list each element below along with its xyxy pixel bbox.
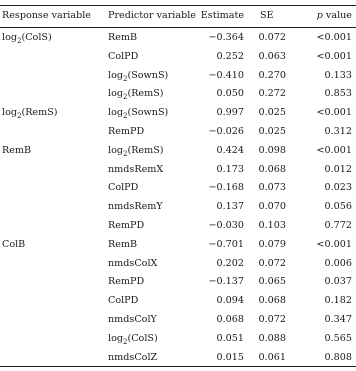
cell-p-value: 0.312 [324,126,352,137]
cell-predictor-variable: ColPD [108,182,139,194]
cell-predictor-variable: nmdsColZ [108,351,158,363]
cell-p-value: 0.772 [324,220,352,231]
cell-p-value: 0.133 [324,69,352,81]
header-se: SE [260,10,274,21]
table-row [0,28,356,48]
cell-p-value: 0.565 [324,332,352,344]
cell-predictor-variable: $\log_2(RemS)$ [108,88,164,102]
cell-estimate: −0.701 [208,238,244,250]
cell-se: 0.088 [258,332,286,344]
cell-p-value: 0.012 [324,163,352,175]
cell-se: 0.072 [258,257,286,269]
cell-se: 0.270 [258,69,286,81]
cell-p-value: 0.023 [324,182,352,194]
table-row [0,47,356,67]
cell-se: 0.073 [258,182,286,194]
cell-predictor-variable: nmdsRemX [108,163,164,175]
cell-p-value: 0.056 [324,201,352,213]
table-row [0,329,356,349]
table-row [0,178,356,198]
cell-p-value: 0.037 [324,276,352,288]
cell-p-value: <0.001 [316,50,352,62]
header-p-rest: value [322,10,352,21]
cell-estimate: 0.202 [216,257,244,269]
cell-predictor-variable: nmdsColX [108,257,158,269]
cell-se: 0.025 [258,126,286,137]
cell-response-variable: $\log_2(ColS)$ [2,32,52,45]
table-row [0,348,356,368]
table-bottom-rule [0,366,356,367]
cell-estimate: 0.997 [216,107,244,119]
cell-estimate: 0.424 [216,144,244,156]
cell-se: 0.103 [258,220,286,231]
table-row [0,254,356,274]
cell-p-value: <0.001 [316,32,352,43]
cell-estimate: −0.364 [208,32,244,43]
cell-response-variable: $\log_2(RemS)$ [2,107,58,121]
cell-se: 0.072 [258,32,286,43]
cell-se: 0.061 [258,351,286,363]
table-row [0,235,356,255]
cell-se: 0.068 [258,295,286,307]
cell-response-variable: RemB [2,144,32,156]
cell-predictor-variable: RemPD [108,276,145,288]
cell-se: 0.068 [258,163,286,175]
cell-estimate: −0.168 [208,182,244,194]
cell-p-value: <0.001 [316,238,352,250]
cell-estimate: 0.137 [216,201,244,213]
table-row [0,84,356,104]
cell-se: 0.098 [258,144,286,156]
cell-se: 0.070 [258,201,286,213]
header-p-italic: p [316,10,323,21]
cell-p-value: 0.853 [324,88,352,100]
table-row [0,272,356,292]
table-row [0,122,356,142]
cell-p-value: 0.006 [324,257,352,269]
cell-predictor-variable: nmdsRemY [108,201,163,213]
cell-predictor-variable: RemB [108,32,138,43]
cell-se: 0.025 [258,107,286,119]
cell-estimate: 0.068 [216,314,244,325]
cell-response-variable: ColB [2,238,26,250]
cell-estimate: 0.050 [216,88,244,100]
table-header-row [0,6,356,26]
cell-predictor-variable: $\log_2(SownS)$ [108,107,169,121]
cell-se: 0.272 [258,88,286,100]
cell-p-value: <0.001 [316,144,352,156]
header-estimate: Estimate [200,10,244,21]
cell-predictor-variable: nmdsColY [108,314,157,325]
table-row [0,66,356,86]
cell-se: 0.063 [258,50,286,62]
header-predictor-variable: Predictor variable [108,10,196,21]
cell-estimate: 0.173 [216,163,244,175]
cell-predictor-variable: RemPD [108,220,145,231]
cell-predictor-variable: RemB [108,238,138,250]
cell-estimate: 0.051 [216,332,244,344]
cell-se: 0.072 [258,314,286,325]
cell-p-value: 0.347 [324,314,352,325]
cell-estimate: −0.410 [208,69,244,81]
table-row [0,103,356,123]
header-response-variable: Response variable [2,10,91,21]
header-p-value [296,6,352,26]
cell-predictor-variable: ColPD [108,295,139,307]
cell-p-value: <0.001 [316,107,352,119]
table-row [0,310,356,330]
cell-se: 0.079 [258,238,286,250]
cell-estimate: −0.026 [208,126,244,137]
cell-predictor-variable: $\log_2(RemS)$ [108,144,164,158]
cell-p-value: 0.808 [324,351,352,363]
table-row [0,141,356,161]
table-row [0,291,356,311]
cell-predictor-variable: ColPD [108,50,139,62]
cell-predictor-variable: RemPD [108,126,145,137]
cell-se: 0.065 [258,276,286,288]
cell-estimate: 0.015 [216,351,244,363]
table-row [0,197,356,217]
cell-estimate: 0.094 [216,295,244,307]
cell-estimate: −0.030 [208,220,244,231]
cell-estimate: −0.137 [208,276,244,288]
cell-predictor-variable: $\log_2(ColS)$ [108,332,158,346]
table-row [0,216,356,236]
cell-predictor-variable: $\log_2(SownS)$ [108,69,169,83]
cell-estimate: 0.252 [216,50,244,62]
table-row [0,160,356,180]
cell-p-value: 0.182 [324,295,352,307]
